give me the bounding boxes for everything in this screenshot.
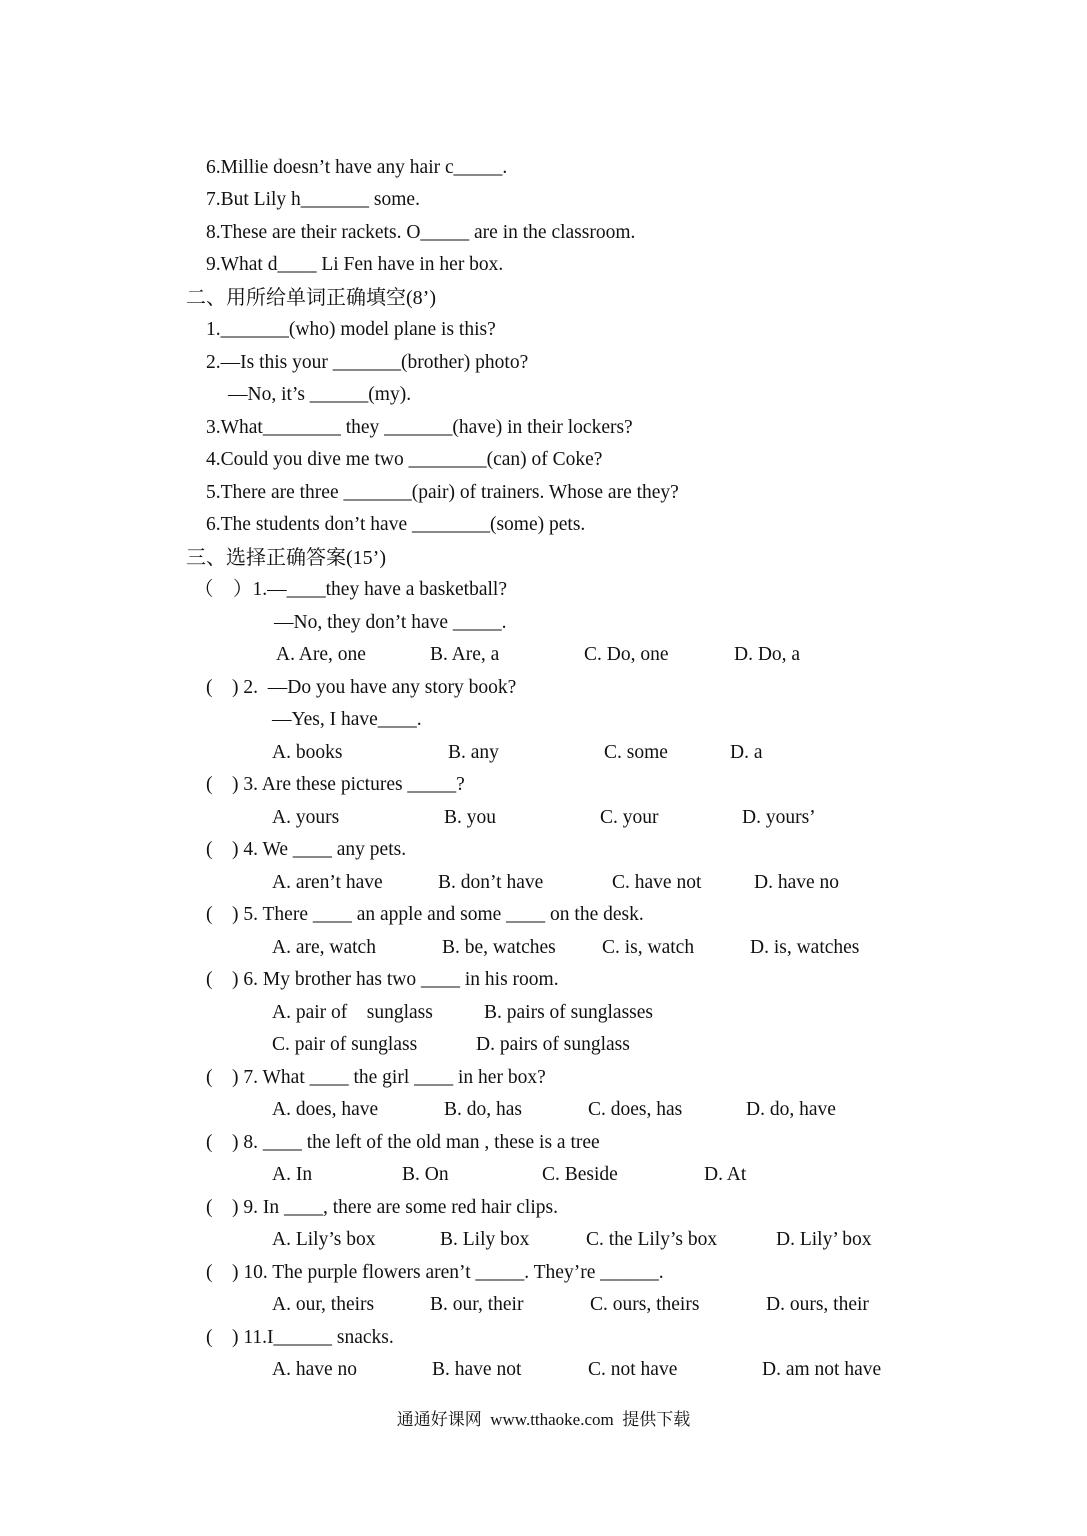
question-9-option-c: C. the Lily’s box [586,1229,718,1250]
question-6-option-a: A. pair of sunglass [272,1002,433,1023]
question-11-option-b: B. have not [432,1359,522,1380]
question-1-stem: （ ）1.—____they have a basketball? [194,579,507,600]
question-4-option-b: B. don’t have [438,872,544,893]
fill-item-6: 6.Millie doesn’t have any hair c_____. [206,157,508,178]
question-7-option-c: C. does, has [588,1099,683,1120]
question-7-option-d: D. do, have [746,1099,836,1120]
question-5-option-a: A. are, watch [272,937,376,958]
question-9-stem: ( ) 9. In ____, there are some red hair clips. [206,1197,558,1218]
question-6-stem: ( ) 6. My brother has two ____ in his room. [206,969,559,990]
question-2-stem-reply: —Yes, I have____. [272,709,422,730]
question-6-option-b: B. pairs of sunglasses [484,1002,653,1023]
fill-item-8: 8.These are their rackets. O_____ are in the classroom. [206,222,636,243]
section-heading-part2: 二、用所给单词正确填空(8’) [186,287,436,309]
question-10-option-a: A. our, theirs [272,1294,375,1315]
word-form-item-1: 1._______(who) model plane is this? [206,319,496,340]
question-5-stem: ( ) 5. There ____ an apple and some ____ on the desk. [206,904,644,925]
question-7-option-b: B. do, has [444,1099,522,1120]
word-form-item-3: 3.What________ they _______(have) in their lockers? [206,417,633,438]
question-2-option-d: D. a [730,742,763,763]
question-7-stem: ( ) 7. What ____ the girl ____ in her box? [206,1067,546,1088]
question-9-option-b: B. Lily box [440,1229,530,1250]
question-11-option-a: A. have no [272,1359,358,1380]
question-3-option-b: B. you [444,807,497,828]
question-8-option-c: C. Beside [542,1164,618,1185]
word-form-item-2: 2.—Is this your _______(brother) photo? [206,352,529,373]
question-4-option-a: A. aren’t have [272,872,383,893]
question-2-option-c: C. some [604,742,668,763]
question-5-option-c: C. is, watch [602,937,695,958]
question-8-option-d: D. At [704,1164,747,1185]
word-form-item-2-reply: —No, it’s ______(my). [228,384,412,405]
question-2-option-a: A. books [272,742,343,763]
word-form-item-5: 5.There are three _______(pair) of trainers. Whose are they? [206,482,679,503]
question-3-stem: ( ) 3. Are these pictures _____? [206,774,465,795]
fill-item-7: 7.But Lily h_______ some. [206,189,420,210]
question-5-option-d: D. is, watches [750,937,860,958]
fill-item-9: 9.What d____ Li Fen have in her box. [206,254,504,275]
question-10-option-c: C. ours, theirs [590,1294,700,1315]
question-5-option-b: B. be, watches [442,937,556,958]
question-1-option-a: A. Are, one [276,644,366,665]
question-9-option-a: A. Lily’s box [272,1229,376,1250]
question-1-option-c: C. Do, one [584,644,669,665]
question-11-option-d: D. am not have [762,1359,882,1380]
question-6-option-c: C. pair of sunglass [272,1034,418,1055]
question-7-option-a: A. does, have [272,1099,379,1120]
word-form-item-6: 6.The students don’t have ________(some) pets. [206,514,586,535]
question-10-option-d: D. ours, their [766,1294,869,1315]
question-6-option-d: D. pairs of sunglass [476,1034,630,1055]
question-1-stem-reply: —No, they don’t have _____. [274,612,507,633]
question-3-option-a: A. yours [272,807,340,828]
question-1-option-d: D. Do, a [734,644,801,665]
question-3-option-d: D. yours’ [742,807,816,828]
question-1-option-b: B. Are, a [430,644,500,665]
question-3-option-c: C. your [600,807,659,828]
question-11-option-c: C. not have [588,1359,678,1380]
question-8-option-b: B. On [402,1164,449,1185]
question-10-option-b: B. our, their [430,1294,524,1315]
question-9-option-d: D. Lily’ box [776,1229,872,1250]
question-8-stem: ( ) 8. ____ the left of the old man , these is a tree [206,1132,600,1153]
section-heading-part3: 三、选择正确答案(15’) [186,547,386,569]
question-2-stem: ( ) 2. —Do you have any story book? [206,677,517,698]
page-footer: 通通好课网 www.tthaoke.com 提供下载 [396,1410,691,1429]
question-4-option-c: C. have not [612,872,702,893]
question-4-option-d: D. have no [754,872,840,893]
question-11-stem: ( ) 11.I______ snacks. [206,1327,394,1348]
question-2-option-b: B. any [448,742,499,763]
question-4-stem: ( ) 4. We ____ any pets. [206,839,407,860]
question-8-option-a: A. In [272,1164,313,1185]
question-10-stem: ( ) 10. The purple flowers aren’t _____. They’re ______. [206,1262,664,1283]
word-form-item-4: 4.Could you dive me two ________(can) of Coke? [206,449,603,470]
